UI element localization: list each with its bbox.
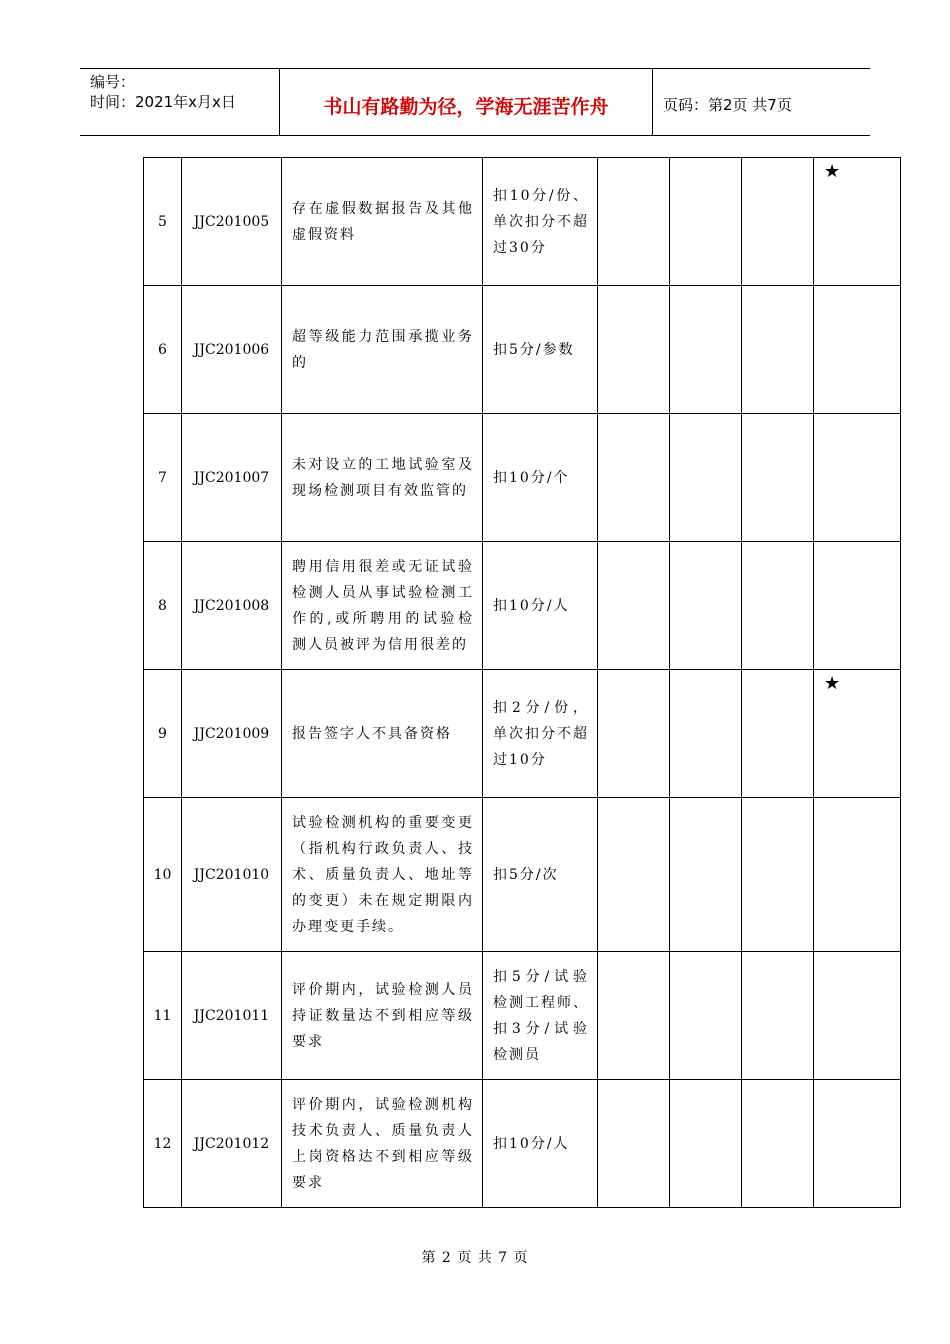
row-remark <box>814 952 901 1080</box>
header-motto: 书山有路勤为径，学海无涯苦作舟 <box>280 69 653 135</box>
star-icon: ★ <box>824 161 841 182</box>
empty-cell <box>598 414 670 542</box>
empty-cell <box>742 286 814 414</box>
page-footer: 第 2 页 共 7 页 <box>421 1250 529 1266</box>
row-remark <box>814 1080 901 1208</box>
empty-cell <box>598 1080 670 1208</box>
row-description: 报告签字人不具备资格 <box>282 670 483 798</box>
row-number: 6 <box>144 286 182 414</box>
star-icon: ★ <box>824 673 841 694</box>
row-deduction: 扣5分/次 <box>483 798 598 952</box>
row-remark <box>814 286 901 414</box>
empty-cell <box>670 952 742 1080</box>
time-label: 时间：2021年x月x日 <box>90 93 236 111</box>
row-deduction: 扣10分/份、单次扣分不超过30分 <box>483 158 598 286</box>
row-code: JJC201010 <box>182 798 282 952</box>
empty-cell <box>742 670 814 798</box>
empty-cell <box>742 1080 814 1208</box>
empty-cell <box>598 158 670 286</box>
row-number: 12 <box>144 1080 182 1208</box>
empty-cell <box>598 798 670 952</box>
row-number: 10 <box>144 798 182 952</box>
row-description: 未对设立的工地试验室及现场检测项目有效监管的 <box>282 414 483 542</box>
empty-cell <box>598 286 670 414</box>
row-description: 评价期内，试验检测机构技术负责人、质量负责人上岗资格达不到相应等级要求 <box>282 1080 483 1208</box>
row-remark <box>814 542 901 670</box>
row-number: 7 <box>144 414 182 542</box>
row-description: 评价期内，试验检测人员持证数量达不到相应等级要求 <box>282 952 483 1080</box>
deduction-table <box>143 157 901 1208</box>
row-deduction: 扣5分/参数 <box>483 286 598 414</box>
row-code: JJC201009 <box>182 670 282 798</box>
table-row <box>144 952 901 1080</box>
table-row <box>144 286 901 414</box>
table-row <box>144 414 901 542</box>
row-remark <box>814 158 901 286</box>
table-row <box>144 542 901 670</box>
table-row <box>144 798 901 952</box>
row-code: JJC201008 <box>182 542 282 670</box>
table-row <box>144 670 901 798</box>
row-description: 聘用信用很差或无证试验检测人员从事试验检测工作的,或所聘用的试验检测人员被评为信用很差的 <box>282 542 483 670</box>
row-description: 超等级能力范围承揽业务的 <box>282 286 483 414</box>
row-remark <box>814 798 901 952</box>
row-code: JJC201007 <box>182 414 282 542</box>
row-code: JJC201006 <box>182 286 282 414</box>
empty-cell <box>670 158 742 286</box>
row-number: 5 <box>144 158 182 286</box>
empty-cell <box>670 1080 742 1208</box>
row-number: 8 <box>144 542 182 670</box>
row-deduction: 扣5分/试验检测工程师、扣3分/试验检测员 <box>483 952 598 1080</box>
empty-cell <box>598 670 670 798</box>
row-description: 试验检测机构的重要变更（指机构行政负责人、技术、质量负责人、地址等的变更）未在规定期限内办理变更手续。 <box>282 798 483 952</box>
empty-cell <box>742 952 814 1080</box>
row-deduction: 扣10分/个 <box>483 414 598 542</box>
row-remark <box>814 670 901 798</box>
number-label: 编号： <box>90 73 136 91</box>
empty-cell <box>670 670 742 798</box>
empty-cell <box>670 798 742 952</box>
empty-cell <box>670 414 742 542</box>
row-code: JJC201005 <box>182 158 282 286</box>
empty-cell <box>598 952 670 1080</box>
page-header <box>80 68 870 136</box>
header-info <box>80 69 280 135</box>
empty-cell <box>742 414 814 542</box>
table-row <box>144 158 901 286</box>
row-deduction: 扣2分/份，单次扣分不超过10分 <box>483 670 598 798</box>
row-code: JJC201012 <box>182 1080 282 1208</box>
empty-cell <box>742 542 814 670</box>
empty-cell <box>598 542 670 670</box>
row-number: 11 <box>144 952 182 1080</box>
empty-cell <box>742 158 814 286</box>
table-row <box>144 1080 901 1208</box>
row-remark <box>814 414 901 542</box>
empty-cell <box>670 286 742 414</box>
row-deduction: 扣10分/人 <box>483 1080 598 1208</box>
row-code: JJC201011 <box>182 952 282 1080</box>
empty-cell <box>742 798 814 952</box>
empty-cell <box>670 542 742 670</box>
header-page-label: 页码：第2页 共7页 <box>663 95 792 114</box>
row-description: 存在虚假数据报告及其他虚假资料 <box>282 158 483 286</box>
row-deduction: 扣10分/人 <box>483 542 598 670</box>
row-number: 9 <box>144 670 182 798</box>
